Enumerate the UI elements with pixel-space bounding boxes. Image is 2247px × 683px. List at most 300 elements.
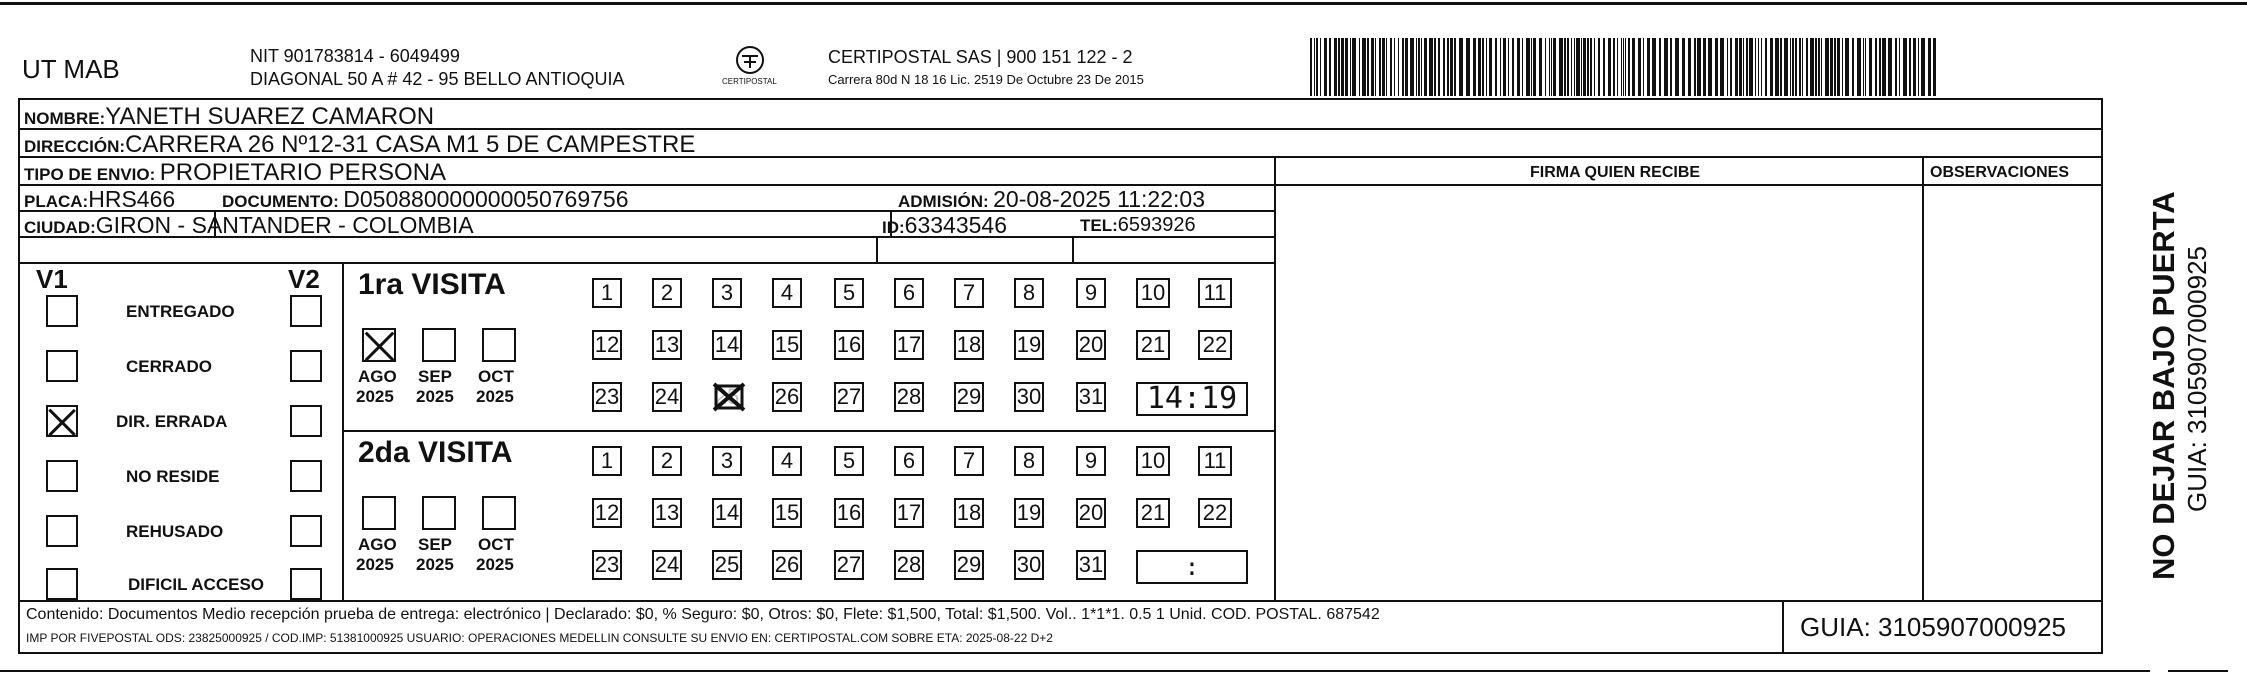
documento-row [222, 188, 628, 211]
barcode-bar [1359, 38, 1360, 96]
company-license: Carrera 80d N 18 16 Lic. 2519 De Octubre 23 De 2015 [828, 72, 1144, 87]
barcode-bar [1434, 38, 1436, 96]
barcode-bar [1390, 38, 1392, 96]
barcode-bar [1531, 38, 1532, 96]
col-line [1782, 600, 1784, 654]
bottom-rule [0, 670, 2150, 672]
barcode-bar [1821, 38, 1822, 96]
barcode-bar [1834, 38, 1836, 96]
v1-checkbox[interactable] [46, 350, 78, 382]
barcode-bar [1857, 38, 1861, 96]
ciudad-label: CIUDAD: [24, 218, 96, 237]
barcode-bar [1694, 38, 1696, 96]
barcode-bar [1617, 38, 1618, 96]
v2-checkbox[interactable] [290, 350, 322, 382]
day-box[interactable]: 22 [1198, 330, 1232, 360]
barcode-bar [1875, 38, 1877, 96]
row-line [18, 262, 1274, 264]
barcode-bar [1482, 38, 1484, 96]
day-box[interactable]: 28 [894, 550, 924, 580]
barcode-bar [1341, 38, 1344, 96]
barcode-bar [1594, 38, 1595, 96]
day-box[interactable]: 27 [834, 550, 864, 580]
barcode-bar [1879, 38, 1881, 96]
barcode-bar [1533, 38, 1536, 96]
barcode-bar [1792, 38, 1794, 96]
barcode-bar [1316, 38, 1318, 96]
day-box[interactable]: 29 [954, 382, 984, 412]
barcode-bar [1329, 38, 1331, 96]
day-box[interactable]: 23 [592, 382, 622, 412]
month-checkbox[interactable] [362, 496, 396, 530]
barcode-bar [1549, 38, 1550, 96]
tel-value: 6593926 [1117, 214, 1196, 236]
month-label: SEP [418, 535, 453, 554]
barcode-bar [1416, 38, 1417, 96]
barcode-bar [1888, 38, 1892, 96]
day-box[interactable]: 7 [954, 278, 984, 308]
month-year: 2025 [356, 387, 394, 406]
day-box[interactable]: 10 [1136, 446, 1170, 476]
day-box[interactable]: 3 [712, 278, 742, 308]
day-box[interactable]: 17 [894, 330, 924, 360]
col-line [876, 236, 878, 262]
day-number: 25 [714, 384, 740, 409]
side-guia: GUIA: 3105907000925 [2182, 246, 2212, 512]
day-box[interactable]: 7 [954, 446, 984, 476]
time-box[interactable]: : [1136, 550, 1248, 584]
month-checkbox[interactable] [422, 328, 456, 362]
month-year: 2025 [476, 387, 514, 406]
status-label: ENTREGADO [126, 302, 235, 321]
day-box[interactable]: 21 [1136, 498, 1170, 528]
day-box[interactable] [712, 382, 742, 412]
direccion-label: DIRECCIÓN: [24, 137, 126, 156]
day-box[interactable]: 28 [894, 382, 924, 412]
placa-label: PLACA: [24, 192, 89, 211]
barcode-bar [1587, 38, 1589, 96]
barcode-bar [1727, 38, 1728, 96]
month-checkbox[interactable] [362, 328, 396, 362]
barcode-bar [1371, 38, 1374, 96]
month-checkbox[interactable] [482, 496, 516, 530]
v1-checkbox[interactable] [46, 460, 78, 492]
day-box[interactable]: 2 [652, 446, 682, 476]
barcode-bar [1454, 38, 1456, 96]
firma-label: FIRMA QUIEN RECIBE [1530, 164, 1701, 181]
barcode-bar [1398, 38, 1399, 96]
barcode-bar [1770, 38, 1773, 96]
barcode-bar [1790, 38, 1791, 96]
visit-title: 2da VISITA [358, 436, 513, 469]
certipostal-logo [720, 44, 780, 90]
barcode-bar [1503, 38, 1506, 96]
barcode-bar [1352, 38, 1356, 96]
day-box[interactable]: 16 [834, 330, 864, 360]
barcode-bar [1697, 38, 1701, 96]
barcode-bar [1443, 38, 1445, 96]
barcode-bar [1918, 38, 1919, 96]
day-box[interactable]: 15 [772, 498, 802, 528]
barcode-bar [1837, 38, 1840, 96]
barcode-bar [1638, 38, 1641, 96]
imp-text: IMP POR FIVEPOSTAL ODS: 23825000925 / COD.IMP: 51381000925 USUARIO: OPERACIONES MEDELLIN CONSULTE SU ENVIO EN: CERTIPOSTAL.COM SOBRE ETA: 2025-08-22 D+2 [26, 631, 1053, 645]
day-box[interactable]: 20 [1076, 498, 1106, 528]
month-label: OCT [478, 367, 514, 386]
barcode-bar [1715, 38, 1718, 96]
barcode-bar [1394, 38, 1395, 96]
footer-guia: GUIA: 3105907000925 [1800, 612, 2066, 642]
barcode-bar [1581, 38, 1582, 96]
company-name: CERTIPOSTAL SAS | 900 151 122 - 2 [828, 47, 1133, 67]
day-box[interactable]: 19 [1014, 330, 1044, 360]
day-box[interactable]: 18 [954, 330, 984, 360]
barcode-bar [1526, 38, 1530, 96]
barcode-bar [1928, 38, 1931, 96]
barcode-bar [1517, 38, 1520, 96]
barcode-bar [1758, 38, 1759, 96]
barcode-bar [1424, 38, 1427, 96]
month-checkbox[interactable] [422, 496, 456, 530]
barcode-bar [1825, 38, 1829, 96]
day-box[interactable]: 30 [1014, 382, 1044, 412]
status-label: DIR. ERRADA [116, 412, 228, 431]
tipo-label: TIPO DE ENVIO: [24, 165, 156, 184]
barcode-bar [1863, 38, 1864, 96]
barcode-bar [1522, 38, 1523, 96]
barcode-bar [1730, 38, 1732, 96]
month-year: 2025 [476, 555, 514, 574]
nombre-value: YANETH SUAREZ CAMARON [105, 103, 435, 130]
barcode-bar [1659, 38, 1661, 96]
day-box[interactable]: 3 [712, 446, 742, 476]
bottom-rule-end [2168, 670, 2228, 672]
barcode-bar [1755, 38, 1756, 96]
v1-checkbox[interactable] [46, 405, 78, 437]
barcode-bar [1749, 38, 1753, 96]
barcode-bar [1459, 38, 1463, 96]
barcode-bar [1466, 38, 1470, 96]
barcode-bar [1780, 38, 1782, 96]
barcode-bar [1402, 38, 1404, 96]
barcode-bar [1545, 38, 1546, 96]
barcode-bar [1608, 38, 1611, 96]
barcode-bar [1367, 38, 1369, 96]
status-label: CERRADO [126, 357, 212, 376]
barcode-bar [1382, 38, 1385, 96]
barcode-bar [1882, 38, 1886, 96]
barcode-bar [1551, 38, 1552, 96]
barcode-bar [1899, 38, 1900, 96]
barcode-bar [1815, 38, 1817, 96]
day-box[interactable]: 14 [712, 498, 742, 528]
v2-checkbox[interactable] [290, 405, 322, 437]
tel-row [1080, 215, 1196, 235]
barcode-bar [1625, 38, 1626, 96]
status-label: NO RESIDE [126, 467, 220, 486]
barcode-bar [1720, 38, 1724, 96]
barcode-bar [1418, 38, 1420, 96]
barcode [1310, 38, 1940, 96]
day-box[interactable]: 26 [772, 382, 802, 412]
barcode-bar [1429, 38, 1433, 96]
v1-checkbox[interactable] [46, 295, 78, 327]
barcode-bar [1489, 38, 1492, 96]
visit-divider [342, 430, 1274, 432]
nombre-label: NOMBRE: [24, 109, 106, 128]
v1-checkbox[interactable] [46, 568, 78, 600]
col-line [1922, 156, 1924, 600]
barcode-bar [1670, 38, 1672, 96]
barcode-bar [1621, 38, 1622, 96]
day-box[interactable]: 24 [652, 382, 682, 412]
direccion-row [24, 133, 695, 157]
barcode-bar [1310, 38, 1312, 96]
barcode-bar [1852, 38, 1854, 96]
status-label: REHUSADO [126, 522, 224, 541]
day-box[interactable]: 9 [1076, 278, 1106, 308]
barcode-bar [1553, 38, 1556, 96]
day-box[interactable]: 9 [1076, 446, 1106, 476]
barcode-bar [1567, 38, 1569, 96]
month-label: AGO [358, 367, 397, 386]
barcode-bar [1583, 38, 1586, 96]
barcode-bar [1590, 38, 1592, 96]
barcode-bar [1473, 38, 1476, 96]
barcode-bar [1324, 38, 1327, 96]
day-box[interactable]: 13 [652, 330, 682, 360]
admision-label: ADMISIÓN: [898, 192, 989, 211]
barcode-bar [1314, 38, 1315, 96]
barcode-bar [1539, 38, 1542, 96]
day-box[interactable]: 29 [954, 550, 984, 580]
day-box[interactable]: 26 [772, 550, 802, 580]
barcode-bar [1438, 38, 1440, 96]
barcode-bar [1652, 38, 1656, 96]
ciudad-value: GIRON - SANTANDER - COLOMBIA [95, 212, 474, 238]
placa-value: HRS466 [88, 186, 176, 212]
barcode-bar [1571, 38, 1572, 96]
no-dejar-warning: NO DEJAR BAJO PUERTA [2146, 191, 2181, 580]
month-year: 2025 [356, 555, 394, 574]
barcode-bar [1735, 38, 1738, 96]
barcode-bar [1576, 38, 1580, 96]
ciudad-row [24, 214, 474, 237]
day-box[interactable]: 11 [1198, 278, 1232, 308]
day-box[interactable]: 21 [1136, 330, 1170, 360]
day-box[interactable]: 5 [834, 446, 864, 476]
barcode-bar [1450, 38, 1453, 96]
barcode-bar [1512, 38, 1514, 96]
barcode-bar [1628, 38, 1630, 96]
id-row [882, 214, 1007, 237]
barcode-bar [1784, 38, 1788, 96]
barcode-bar [1933, 38, 1936, 96]
documento-value: D050880000000050769756 [343, 186, 629, 212]
barcode-bar [1613, 38, 1615, 96]
day-box[interactable]: 12 [592, 330, 622, 360]
sender-name: UT MAB [22, 54, 120, 84]
barcode-bar [1421, 38, 1422, 96]
day-box[interactable]: 31 [1076, 382, 1106, 412]
day-box[interactable]: 17 [894, 498, 924, 528]
day-box[interactable]: 12 [592, 498, 622, 528]
barcode-bar [1761, 38, 1762, 96]
barcode-bar [1559, 38, 1563, 96]
time-box[interactable]: 14:19 [1136, 382, 1248, 416]
v2-header: V2 [288, 264, 320, 294]
barcode-bar [1603, 38, 1605, 96]
v2-checkbox[interactable] [290, 460, 322, 492]
visit-title: 1ra VISITA [358, 268, 506, 301]
barcode-bar [1802, 38, 1803, 96]
barcode-bar [1643, 38, 1644, 96]
v1-checkbox[interactable] [46, 515, 78, 547]
day-box[interactable]: 23 [592, 550, 622, 580]
barcode-bar [1842, 38, 1843, 96]
barcode-bar [1913, 38, 1916, 96]
month-label: OCT [478, 535, 514, 554]
logo-text: CERTIPOSTAL [722, 77, 777, 86]
day-box[interactable]: 11 [1198, 446, 1232, 476]
day-box[interactable]: 1 [592, 278, 622, 308]
barcode-bar [1386, 38, 1387, 96]
month-year: 2025 [416, 387, 454, 406]
barcode-bar [1708, 38, 1712, 96]
barcode-bar [1632, 38, 1635, 96]
day-box[interactable]: 6 [894, 446, 924, 476]
day-box[interactable]: 4 [772, 278, 802, 308]
sender-address: DIAGONAL 50 A # 42 - 95 BELLO ANTIOQUIA [250, 69, 625, 89]
barcode-bar [1806, 38, 1808, 96]
barcode-bar [1675, 38, 1679, 96]
month-label: AGO [358, 535, 397, 554]
day-box[interactable]: 15 [772, 330, 802, 360]
sender-nit: NIT 901783814 - 6049499 [250, 46, 460, 66]
barcode-bar [1743, 38, 1744, 96]
day-box[interactable]: 8 [1014, 278, 1044, 308]
day-box[interactable]: 13 [652, 498, 682, 528]
barcode-bar [1647, 38, 1650, 96]
barcode-bar [1830, 38, 1833, 96]
day-box[interactable]: 27 [834, 382, 864, 412]
direccion-value: CARRERA 26 Nº12-31 CASA M1 5 DE CAMPESTRE [125, 131, 696, 158]
barcode-bar [1508, 38, 1509, 96]
documento-label: DOCUMENTO: [222, 192, 339, 211]
v2-checkbox[interactable] [290, 295, 322, 327]
status-label: DIFICIL ACCESO [128, 575, 265, 594]
admision-value: 20-08-2025 11:22:03 [993, 186, 1205, 212]
barcode-bar [1703, 38, 1706, 96]
day-box[interactable]: 10 [1136, 278, 1170, 308]
barcode-bar [1664, 38, 1668, 96]
barcode-bar [1775, 38, 1779, 96]
barcode-bar [1623, 38, 1624, 96]
barcode-bar [1909, 38, 1911, 96]
contenido-text: Contenido: Documentos Medio recepción prueba de entrega: electrónico | Declarado: $0, % Seguro: $0, Otros: $0, Flete: $1,500, Total: $1,500. Vol.. 1*1*1. 0.5 1 Unid. COD. POSTAL. 687542 [26, 606, 1380, 623]
barcode-bar [1818, 38, 1820, 96]
barcode-bar [1405, 38, 1408, 96]
admision-row [898, 188, 1205, 211]
day-box[interactable]: 5 [834, 278, 864, 308]
barcode-bar [1338, 38, 1340, 96]
barcode-bar [1495, 38, 1497, 96]
month-year: 2025 [416, 555, 454, 574]
barcode-bar [1799, 38, 1801, 96]
barcode-bar [1869, 38, 1872, 96]
id-label: ID: [882, 218, 905, 237]
nombre-row [24, 105, 434, 129]
v2-checkbox[interactable] [290, 568, 322, 600]
barcode-bar [1320, 38, 1321, 96]
barcode-bar [1334, 38, 1337, 96]
barcode-bar [1903, 38, 1907, 96]
barcode-bar [1447, 38, 1449, 96]
barcode-bar [1410, 38, 1414, 96]
tipo-value: PROPIETARIO PERSONA [159, 159, 447, 186]
day-box[interactable]: 14 [712, 330, 742, 360]
col-line [1274, 156, 1276, 600]
tel-label: TEL: [1080, 216, 1118, 235]
day-box[interactable]: 22 [1198, 498, 1232, 528]
barcode-bar [1379, 38, 1381, 96]
barcode-bar [1682, 38, 1685, 96]
day-box[interactable]: 8 [1014, 446, 1044, 476]
month-label: SEP [418, 367, 453, 386]
day-box[interactable]: 6 [894, 278, 924, 308]
barcode-bar [1810, 38, 1814, 96]
row-line [18, 600, 2103, 602]
barcode-bar [1865, 38, 1866, 96]
barcode-bar [1486, 38, 1487, 96]
day-box[interactable]: 25 [712, 550, 742, 580]
barcode-bar [1765, 38, 1767, 96]
barcode-bar [1895, 38, 1897, 96]
barcode-bar [1746, 38, 1748, 96]
barcode-bar [1350, 38, 1351, 96]
day-box[interactable]: 24 [652, 550, 682, 580]
observaciones-label: OBSERVACIONES [1930, 164, 2069, 181]
day-box[interactable]: 31 [1076, 550, 1106, 580]
day-box[interactable]: 16 [834, 498, 864, 528]
id-value: 63343546 [904, 212, 1008, 238]
barcode-bar [1598, 38, 1600, 96]
v2-checkbox[interactable] [290, 515, 322, 547]
day-box[interactable]: 20 [1076, 330, 1106, 360]
barcode-bar [1375, 38, 1376, 96]
month-checkbox[interactable] [482, 328, 516, 362]
barcode-bar [1795, 38, 1797, 96]
barcode-bar [1688, 38, 1691, 96]
barcode-bar [1921, 38, 1925, 96]
barcode-bar [1362, 38, 1366, 96]
barcode-bar [1845, 38, 1849, 96]
day-box[interactable]: 4 [772, 446, 802, 476]
barcode-bar [1739, 38, 1742, 96]
tipo-row [24, 161, 446, 185]
day-box[interactable]: 2 [652, 278, 682, 308]
day-box[interactable]: 30 [1014, 550, 1044, 580]
barcode-bar [1478, 38, 1481, 96]
placa-row [24, 188, 175, 211]
barcode-bar [1345, 38, 1348, 96]
barcode-bar [1564, 38, 1566, 96]
day-box[interactable]: 1 [592, 446, 622, 476]
day-box[interactable]: 19 [1014, 498, 1044, 528]
day-box[interactable]: 18 [954, 498, 984, 528]
barcode-bar [1500, 38, 1501, 96]
v1-header: V1 [36, 264, 68, 294]
